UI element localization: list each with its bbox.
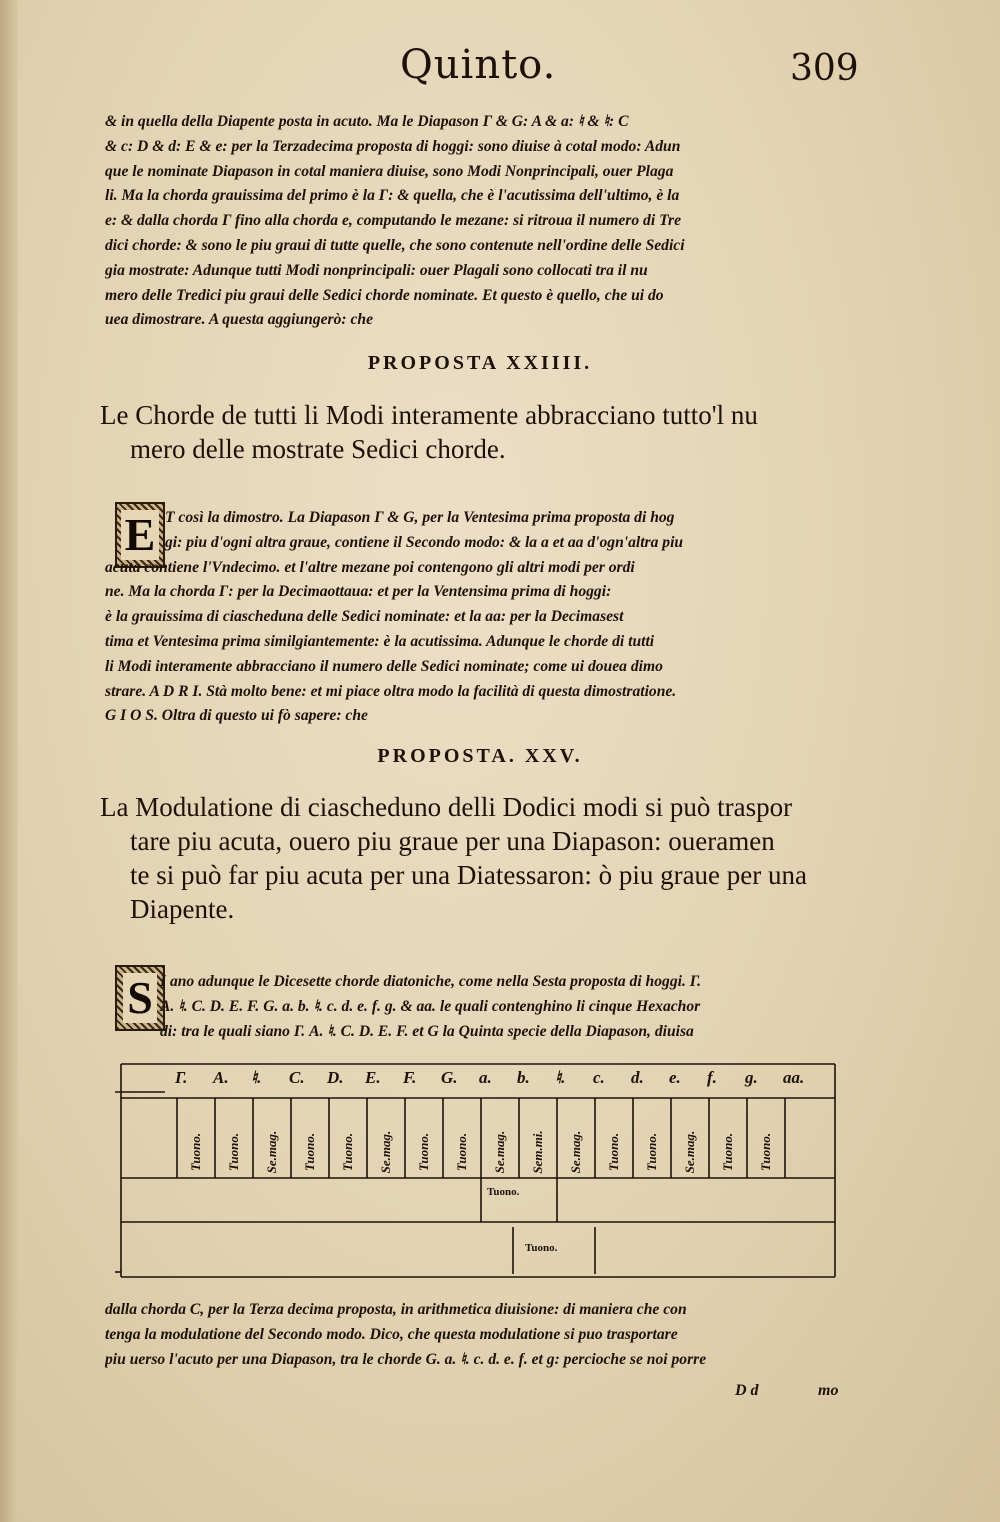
running-head-title: Quinto. [400,42,557,88]
initial-letter: E [121,510,160,560]
text-line: e: & dalla chorda Γ fino alla chorda e, computando le mezane: si ritroua il numero di Tre [105,212,682,230]
note-g-lower: g. [745,1068,758,1087]
interval-step: Tuono. [302,1132,317,1172]
text-line: è la grauissima di ciascheduna delle Sedici nominate: et la aa: per la Decimasest [105,608,624,626]
interval-step: Tuono. [720,1132,735,1172]
text-line: I ano adunque le Dicesette chorde diatoniche, come nella Sesta proposta di hoggi. Γ. [160,973,702,990]
interval-step: Tuono. [606,1132,621,1172]
interval-step: Tuono. [454,1132,469,1172]
text-line: li. Ma la chorda grauissima del primo è la Γ: & quella, che è l'acutissima dell'ultimo, è la [105,187,680,205]
statement-line: La Modulatione di ciascheduno delli Dodici modi si può traspor [100,792,793,822]
text-line: T così la dimostro. La Diapason Γ & G, per la Ventesima prima proposta di hog [165,509,675,526]
note-c: C. [289,1068,305,1087]
note-f: F. [403,1068,417,1087]
interval-step: Tuono. [416,1132,431,1172]
paragraph-1 [105,110,850,333]
interval-step: Tuono. [340,1132,355,1172]
statement-line: mero delle mostrate Sedici chorde. [130,434,506,464]
note-b-quadro: ♮. [251,1068,262,1087]
note-b-molle: b. [517,1068,530,1087]
running-head [0,42,1000,102]
note-e-lower: e. [669,1068,681,1087]
division-label: Tuono. [525,1242,558,1254]
interval-step: Tuono. [644,1132,659,1172]
interval-step: Se.mag. [682,1130,697,1174]
proposition-statement-xxv [100,790,860,926]
text-line: & in quella della Diapente posta in acuto. Ma le Diapason Γ & G: A & a: ♮ & ♮: C [105,113,629,130]
note-f-lower: f. [707,1068,717,1087]
interval-step: Tuono. [758,1132,773,1172]
text-line: A. ♮. C. D. E. F. G. a. b. ♮. c. d. e. f. g. & aa. le quali contenghino li cinque Hexachor [160,997,701,1015]
note-d: D. [327,1068,344,1087]
interval-step: Tuono. [188,1132,203,1172]
proposition-heading-xxv: PROPOSTA. XXV. [377,745,583,767]
text-line: uea dimostrare. A questa aggiungerò: che [105,311,374,329]
text-line: G I O S. Oltra di questo ui fò sapere: che [105,707,368,725]
interval-step: Se.mag. [568,1130,583,1174]
text-line: ne. Ma la chorda Γ: per la Decimaottaua: et per la Ventensima prima di hoggi: [105,583,612,601]
text-line: gia mostrate: Adunque tutti Modi nonprincipali: ouer Plagali sono collocati tra il nu [105,261,648,279]
note-g: G. [441,1068,458,1087]
signature-mark: D d [735,1382,759,1399]
text-line: di: tra le quali siano Γ. A. ♮. C. D. E. F. et G la Quinta specie della Diapason, diuisa [160,1022,694,1040]
catchword: mo [818,1382,839,1399]
interval-step: Se.mag. [378,1130,393,1174]
note-b-quadro-lower: ♮. [555,1068,566,1087]
text-line: tima et Ventesima prima similgiantemente: è la acutissima. Adunque le chorde di tutti [105,632,655,650]
text-line: acuta contiene l'Vndecimo. et l'altre mezane poi contengono gli altri modi per ordi [105,558,635,576]
page-number: 309 [790,48,859,89]
initial-letter: S [123,973,157,1023]
text-line: que le nominate Diapason in cotal maniera diuise, sono Modi Nonprincipali, ouer Plaga [105,162,674,180]
paragraph-4 [105,1298,850,1372]
interval-step: Sem.mi. [530,1130,545,1174]
text-line: tenga la modulatione del Secondo modo. Dico, che questa modulatione si puo trasportare [105,1325,678,1343]
note-c-lower: c. [593,1068,605,1087]
text-line: dici chorde: & sono le piu graui di tutte quelle, che sono contenute nell'ordine delle Sedici [105,236,685,254]
statement-line: tare piu acuta, ouero piu graue per una Diapason: oueramen [130,826,775,856]
note-a-lower: a. [479,1068,492,1087]
diapason-division-diagram [115,1062,840,1284]
division-label: Tuono. [487,1186,520,1198]
paragraph-2 [105,506,850,729]
text-line: piu uerso l'acuto per una Diapason, tra le chorde G. a. ♮. c. d. e. f. et g: percioche se noi porre [105,1350,707,1368]
note-a: A. [213,1068,229,1087]
text-line: dalla chorda C, per la Terza decima proposta, in arithmetica diuisione: di maniera che con [105,1301,687,1318]
statement-line: Diapente. [130,894,235,924]
interval-step: Tuono. [226,1132,241,1172]
note-gamma: Γ. [175,1068,188,1087]
text-line: mero delle Tredici piu graui delle Sedici chorde nominate. Et questo è quello, che ui do [105,286,664,304]
note-d-lower: d. [631,1068,644,1087]
text-line: li Modi interamente abbracciano il numero delle Sedici nominate; come ui douea dimo [105,657,663,675]
note-letters-row [115,1066,840,1092]
paragraph-3 [105,970,850,1044]
text-line: strare. A D R I. Stà molto bene: et mi piace oltra modo la facilità di questa dimostratione. [105,682,677,700]
interval-step: Se.mag. [492,1130,507,1174]
note-aa: aa. [783,1068,805,1087]
text-line: & c: D & d: E & e: per la Terzadecima proposta di hoggi: sono diuise à cotal modo: Adun [105,137,681,155]
note-e: E. [365,1068,381,1087]
text-line: gi: piu d'ogni altra graue, contiene il Secondo modo: & la a et aa d'ogn'altra piu [165,533,684,551]
proposition-statement-xxiiii [100,398,860,466]
statement-line: te si può far piu acuta per una Diatessaron: ò piu graue per una [130,860,808,890]
statement-line: Le Chorde de tutti li Modi interamente abbracciano tutto'l nu [100,400,758,430]
interval-step: Se.mag. [264,1130,279,1174]
proposition-heading-xxiiii: PROPOSTA XXIIII. [367,352,593,374]
